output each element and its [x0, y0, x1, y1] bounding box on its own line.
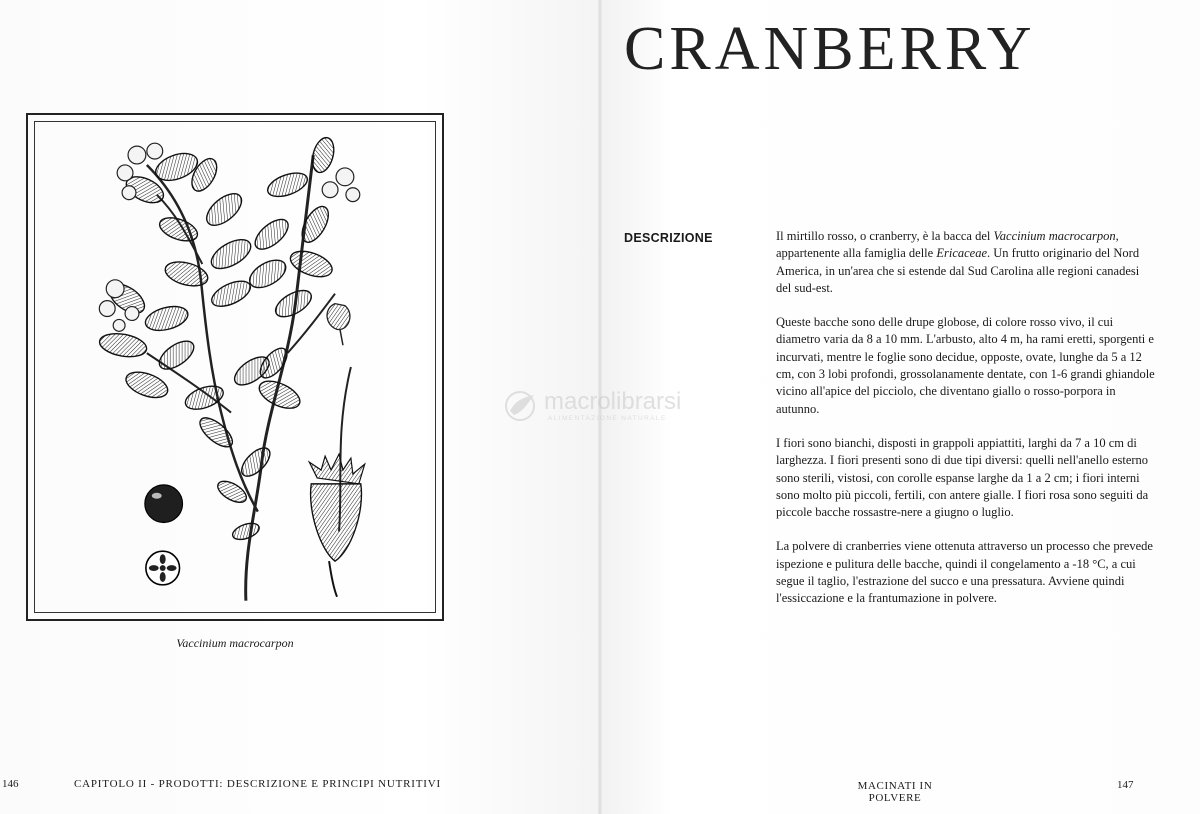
watermark: [498, 386, 708, 426]
paragraph-1: [776, 228, 1156, 297]
paragraph-1-part-a: Il mirtillo rosso, o cranberry, è la bacca del: [776, 229, 994, 243]
watermark-brand: macrolibrarsi: [544, 388, 682, 415]
illustration-frame: [26, 113, 444, 621]
running-head-left: CAPITOLO II - PRODOTTI: DESCRIZIONE E PRINCIPI NUTRITIVI: [74, 778, 441, 790]
running-head-right: MACINATI IN POLVERE: [857, 780, 933, 804]
cranberry-plant-illustration: [28, 115, 442, 619]
paragraph-1-species-name: Vaccinium macrocarpon: [993, 229, 1116, 243]
paragraph-3: I fiori sono bianchi, disposti in grappoli appiattiti, larghi da 7 a 10 cm di larghezza. I fiori presenti sono di due tipi diversi: quelli nell'anello esterno sono sterili, vistosi, con corolle espanse larghe da 1 a 2 cm; i fiori interni sono molto più piccoli, fertili, con antere gialle. I fiori rosa sono seguiti da piccole bacche rossastre-nere a giugno o luglio.: [776, 435, 1149, 520]
paragraph-1-part-e: . Un frutto originario del Nord America, in un'area che si estende dal Sud Carolina alle regioni canadesi del sud-est.: [776, 246, 1140, 295]
paragraph-1-family-name: Ericaceae: [936, 246, 988, 261]
watermark-logo-icon: [502, 389, 542, 423]
paragraph-2: Queste bacche sono delle drupe globose, di colore rosso vivo, il cui diametro varia da 8 a 10 mm. L'arbusto, alto 4 m, ha rami eretti, sporgenti e incurvati, mentre le foglie sono decidue, opposte, ovate, lunghe da 5 a 12 cm, con 3 lobi profondi, grossolanamente dentate, con 1-6 grandi ghiandole vicino all'apice del picciolo, che diventano giallo o rosso-porpora in autunno.: [776, 315, 1155, 416]
illustration-caption: Vaccinium macrocarpon: [176, 636, 294, 650]
page-number-right: 147: [1117, 779, 1134, 791]
page-number-left: 146: [2, 778, 19, 790]
paragraph-1-part-c: , appartenente alla famiglia delle: [776, 229, 1119, 261]
watermark-tagline: ALIMENTAZIONE NATURALE: [548, 415, 667, 422]
description-text: [776, 228, 1156, 625]
section-label: DESCRIZIONE: [624, 231, 713, 245]
page-title: CRANBERRY: [624, 15, 1036, 83]
paragraph-4: La polvere di cranberries viene ottenuta attraverso un processo che prevede ispezione e pulitura delle bacche, quindi il congelamento a -18 °C, a cui segue il taglio, l'estrazione del succo e una pressatura. Avviene quindi l'essiccazione e la frantumazione in polvere.: [776, 539, 1153, 606]
